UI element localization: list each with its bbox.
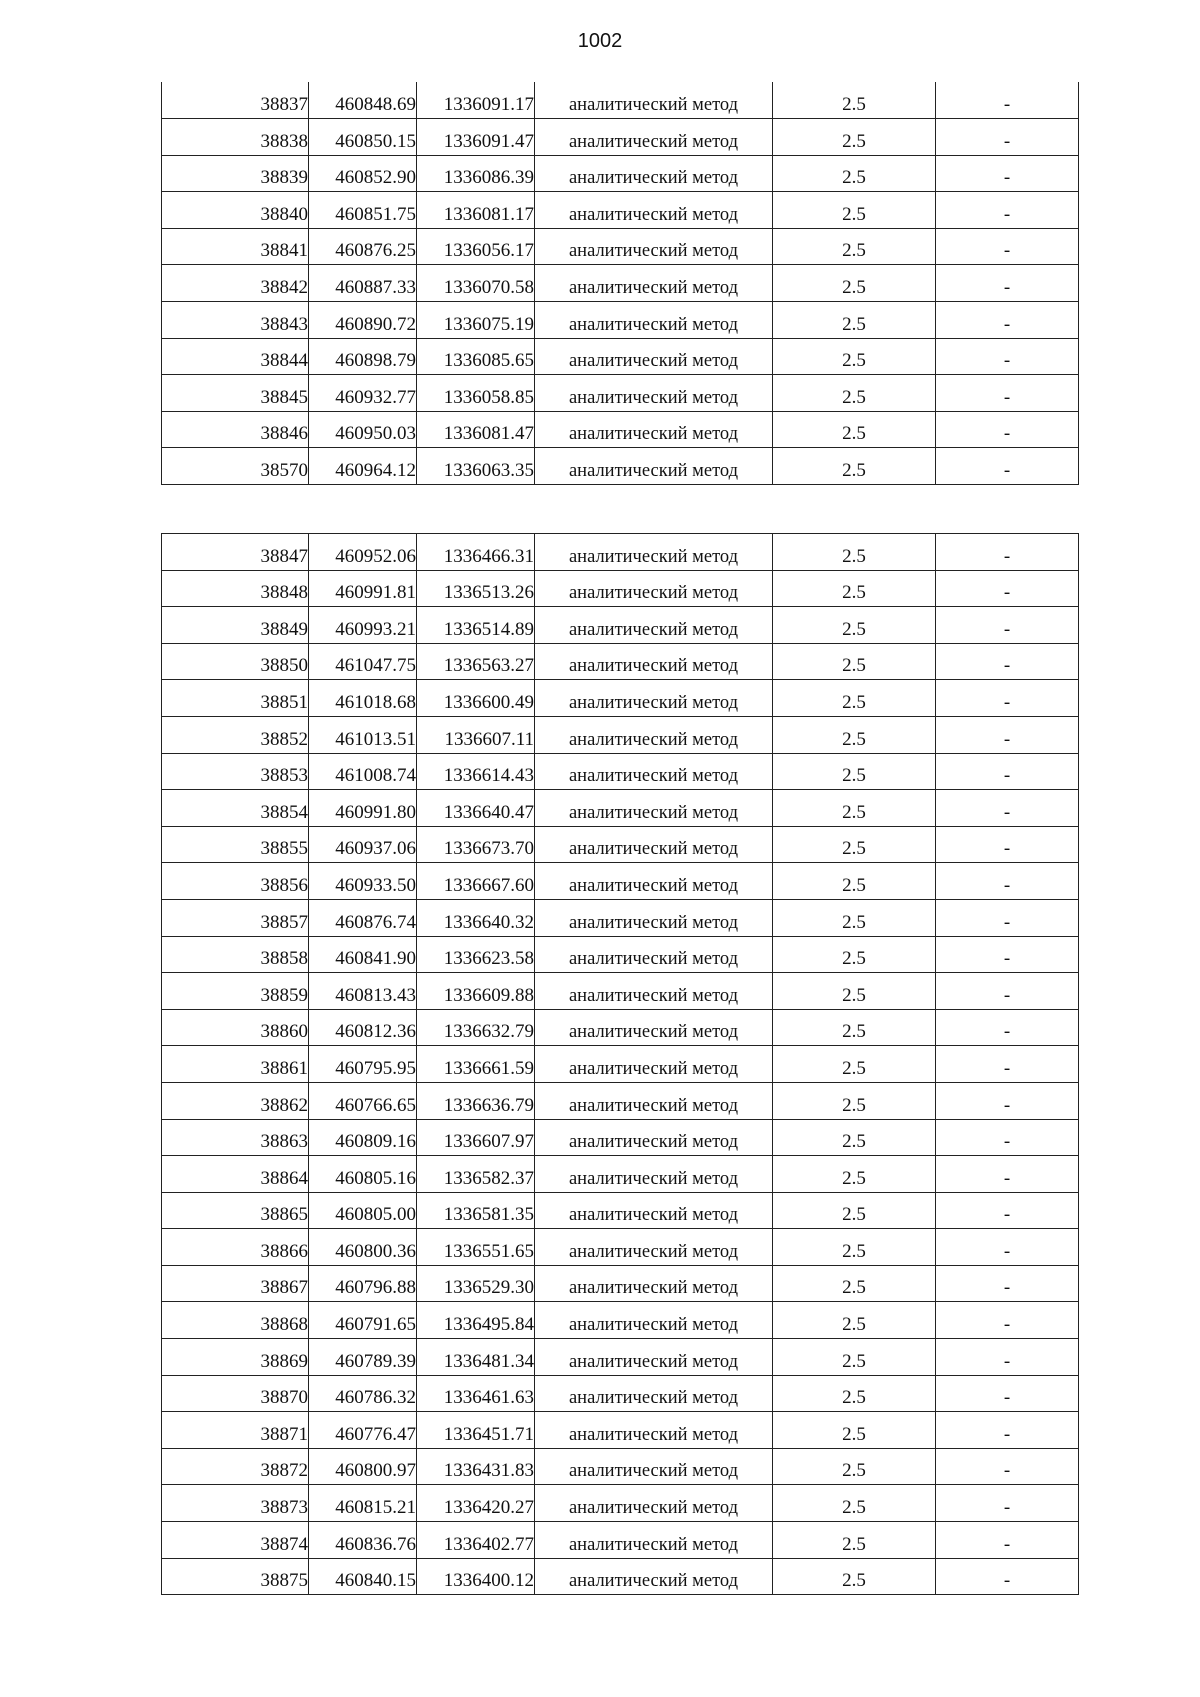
y-coordinate-cell: 1336661.59 [417,1046,535,1083]
point-number-cell: 38868 [162,1302,309,1339]
table-row [162,1265,1079,1302]
accuracy-cell: 2.5 [773,1339,936,1376]
x-coordinate-cell: 460776.47 [309,1412,417,1449]
table-row [162,1192,1079,1229]
x-coordinate-cell: 461013.51 [309,716,417,753]
accuracy-cell: 2.5 [773,448,936,485]
x-coordinate-cell: 460848.69 [309,82,417,119]
y-coordinate-cell: 1336091.47 [417,119,535,156]
table-row [162,826,1079,863]
x-coordinate-cell: 460815.21 [309,1485,417,1522]
note-cell: - [936,1192,1079,1229]
note-cell: - [936,1375,1079,1412]
method-cell: аналитический метод [535,228,773,265]
y-coordinate-cell: 1336466.31 [417,534,535,571]
note-cell: - [936,973,1079,1010]
y-coordinate-cell: 1336431.83 [417,1448,535,1485]
method-cell: аналитический метод [535,265,773,302]
point-number-cell: 38864 [162,1156,309,1193]
x-coordinate-cell: 460933.50 [309,863,417,900]
x-coordinate-cell: 460993.21 [309,607,417,644]
point-number-cell: 38859 [162,973,309,1010]
point-number-cell: 38837 [162,82,309,119]
table-row [162,1558,1079,1595]
point-number-cell: 38871 [162,1412,309,1449]
accuracy-cell: 2.5 [773,716,936,753]
method-cell: аналитический метод [535,716,773,753]
accuracy-cell: 2.5 [773,534,936,571]
x-coordinate-cell: 460991.81 [309,570,417,607]
y-coordinate-cell: 1336667.60 [417,863,535,900]
note-cell: - [936,192,1079,229]
x-coordinate-cell: 460786.32 [309,1375,417,1412]
accuracy-cell: 2.5 [773,1375,936,1412]
y-coordinate-cell: 1336563.27 [417,643,535,680]
point-number-cell: 38841 [162,228,309,265]
method-cell: аналитический метод [535,1302,773,1339]
y-coordinate-cell: 1336451.71 [417,1412,535,1449]
note-cell: - [936,1009,1079,1046]
point-number-cell: 38867 [162,1265,309,1302]
x-coordinate-cell: 460766.65 [309,1082,417,1119]
method-cell: аналитический метод [535,826,773,863]
note-cell: - [936,716,1079,753]
note-cell: - [936,570,1079,607]
x-coordinate-cell: 460932.77 [309,375,417,412]
x-coordinate-cell: 460796.88 [309,1265,417,1302]
note-cell: - [936,753,1079,790]
y-coordinate-cell: 1336091.17 [417,82,535,119]
table-row [162,1229,1079,1266]
x-coordinate-cell: 460813.43 [309,973,417,1010]
method-cell: аналитический метод [535,1412,773,1449]
x-coordinate-cell: 460898.79 [309,338,417,375]
note-cell: - [936,1522,1079,1559]
y-coordinate-cell: 1336640.32 [417,899,535,936]
method-cell: аналитический метод [535,607,773,644]
method-cell: аналитический метод [535,338,773,375]
table-body [162,534,1079,1595]
x-coordinate-cell: 460836.76 [309,1522,417,1559]
note-cell: - [936,826,1079,863]
point-number-cell: 38844 [162,338,309,375]
y-coordinate-cell: 1336607.11 [417,716,535,753]
table-row [162,1412,1079,1449]
table-row [162,1339,1079,1376]
y-coordinate-cell: 1336075.19 [417,302,535,339]
table-row [162,1485,1079,1522]
accuracy-cell: 2.5 [773,155,936,192]
x-coordinate-cell: 460840.15 [309,1558,417,1595]
coordinates-table-continuation [161,82,1079,485]
note-cell: - [936,1412,1079,1449]
accuracy-cell: 2.5 [773,1229,936,1266]
table-row [162,265,1079,302]
accuracy-cell: 2.5 [773,228,936,265]
method-cell: аналитический метод [535,375,773,412]
method-cell: аналитический метод [535,155,773,192]
table-row [162,716,1079,753]
x-coordinate-cell: 460805.00 [309,1192,417,1229]
y-coordinate-cell: 1336632.79 [417,1009,535,1046]
accuracy-cell: 2.5 [773,790,936,827]
method-cell: аналитический метод [535,680,773,717]
x-coordinate-cell: 460950.03 [309,411,417,448]
note-cell: - [936,119,1079,156]
method-cell: аналитический метод [535,643,773,680]
method-cell: аналитический метод [535,1448,773,1485]
y-coordinate-cell: 1336495.84 [417,1302,535,1339]
table-row [162,302,1079,339]
x-coordinate-cell: 460809.16 [309,1119,417,1156]
accuracy-cell: 2.5 [773,119,936,156]
note-cell: - [936,338,1079,375]
method-cell: аналитический метод [535,302,773,339]
point-number-cell: 38839 [162,155,309,192]
method-cell: аналитический метод [535,448,773,485]
point-number-cell: 38846 [162,411,309,448]
table-row [162,973,1079,1010]
y-coordinate-cell: 1336081.17 [417,192,535,229]
accuracy-cell: 2.5 [773,570,936,607]
y-coordinate-cell: 1336513.26 [417,570,535,607]
accuracy-cell: 2.5 [773,1046,936,1083]
note-cell: - [936,375,1079,412]
method-cell: аналитический метод [535,973,773,1010]
accuracy-cell: 2.5 [773,1448,936,1485]
y-coordinate-cell: 1336402.77 [417,1522,535,1559]
accuracy-cell: 2.5 [773,607,936,644]
method-cell: аналитический метод [535,1229,773,1266]
point-number-cell: 38840 [162,192,309,229]
accuracy-cell: 2.5 [773,1265,936,1302]
x-coordinate-cell: 460890.72 [309,302,417,339]
point-number-cell: 38845 [162,375,309,412]
note-cell: - [936,1229,1079,1266]
table-row [162,1046,1079,1083]
note-cell: - [936,411,1079,448]
method-cell: аналитический метод [535,192,773,229]
note-cell: - [936,302,1079,339]
note-cell: - [936,680,1079,717]
x-coordinate-cell: 461018.68 [309,680,417,717]
note-cell: - [936,643,1079,680]
point-number-cell: 38870 [162,1375,309,1412]
accuracy-cell: 2.5 [773,1119,936,1156]
accuracy-cell: 2.5 [773,192,936,229]
y-coordinate-cell: 1336420.27 [417,1485,535,1522]
table-row [162,643,1079,680]
method-cell: аналитический метод [535,753,773,790]
table-row [162,936,1079,973]
accuracy-cell: 2.5 [773,753,936,790]
x-coordinate-cell: 460952.06 [309,534,417,571]
y-coordinate-cell: 1336086.39 [417,155,535,192]
table-row [162,119,1079,156]
note-cell: - [936,936,1079,973]
y-coordinate-cell: 1336085.65 [417,338,535,375]
x-coordinate-cell: 461008.74 [309,753,417,790]
x-coordinate-cell: 460852.90 [309,155,417,192]
point-number-cell: 38853 [162,753,309,790]
table-row [162,1522,1079,1559]
note-cell: - [936,1156,1079,1193]
y-coordinate-cell: 1336481.34 [417,1339,535,1376]
table-row [162,899,1079,936]
method-cell: аналитический метод [535,1339,773,1376]
note-cell: - [936,1082,1079,1119]
method-cell: аналитический метод [535,534,773,571]
note-cell: - [936,228,1079,265]
accuracy-cell: 2.5 [773,338,936,375]
y-coordinate-cell: 1336514.89 [417,607,535,644]
table-row [162,192,1079,229]
table-row [162,1119,1079,1156]
note-cell: - [936,1485,1079,1522]
coordinates-table [161,533,1079,1595]
point-number-cell: 38854 [162,790,309,827]
x-coordinate-cell: 460937.06 [309,826,417,863]
y-coordinate-cell: 1336673.70 [417,826,535,863]
method-cell: аналитический метод [535,1119,773,1156]
accuracy-cell: 2.5 [773,643,936,680]
table-row [162,375,1079,412]
table-row [162,680,1079,717]
method-cell: аналитический метод [535,1265,773,1302]
table-row [162,607,1079,644]
method-cell: аналитический метод [535,1082,773,1119]
note-cell: - [936,607,1079,644]
note-cell: - [936,1558,1079,1595]
accuracy-cell: 2.5 [773,411,936,448]
x-coordinate-cell: 460800.36 [309,1229,417,1266]
point-number-cell: 38847 [162,534,309,571]
point-number-cell: 38860 [162,1009,309,1046]
accuracy-cell: 2.5 [773,1082,936,1119]
note-cell: - [936,790,1079,827]
point-number-cell: 38872 [162,1448,309,1485]
accuracy-cell: 2.5 [773,82,936,119]
y-coordinate-cell: 1336582.37 [417,1156,535,1193]
x-coordinate-cell: 461047.75 [309,643,417,680]
accuracy-cell: 2.5 [773,1302,936,1339]
point-number-cell: 38852 [162,716,309,753]
y-coordinate-cell: 1336551.65 [417,1229,535,1266]
note-cell: - [936,1119,1079,1156]
accuracy-cell: 2.5 [773,1412,936,1449]
table-row [162,448,1079,485]
x-coordinate-cell: 460800.97 [309,1448,417,1485]
accuracy-cell: 2.5 [773,1485,936,1522]
note-cell: - [936,1046,1079,1083]
x-coordinate-cell: 460876.25 [309,228,417,265]
accuracy-cell: 2.5 [773,302,936,339]
x-coordinate-cell: 460991.80 [309,790,417,827]
accuracy-cell: 2.5 [773,265,936,302]
point-number-cell: 38842 [162,265,309,302]
table-row [162,534,1079,571]
note-cell: - [936,1265,1079,1302]
note-cell: - [936,863,1079,900]
y-coordinate-cell: 1336063.35 [417,448,535,485]
note-cell: - [936,1339,1079,1376]
x-coordinate-cell: 460851.75 [309,192,417,229]
y-coordinate-cell: 1336070.58 [417,265,535,302]
table-row [162,82,1079,119]
point-number-cell: 38570 [162,448,309,485]
x-coordinate-cell: 460812.36 [309,1009,417,1046]
note-cell: - [936,155,1079,192]
point-number-cell: 38866 [162,1229,309,1266]
x-coordinate-cell: 460805.16 [309,1156,417,1193]
method-cell: аналитический метод [535,1046,773,1083]
accuracy-cell: 2.5 [773,863,936,900]
note-cell: - [936,899,1079,936]
method-cell: аналитический метод [535,1485,773,1522]
table-row [162,753,1079,790]
accuracy-cell: 2.5 [773,1522,936,1559]
accuracy-cell: 2.5 [773,680,936,717]
point-number-cell: 38862 [162,1082,309,1119]
x-coordinate-cell: 460791.65 [309,1302,417,1339]
table-row [162,863,1079,900]
table-row [162,411,1079,448]
table-row [162,1375,1079,1412]
table-row [162,1009,1079,1046]
x-coordinate-cell: 460841.90 [309,936,417,973]
table-row [162,1082,1079,1119]
method-cell: аналитический метод [535,936,773,973]
method-cell: аналитический метод [535,1156,773,1193]
y-coordinate-cell: 1336600.49 [417,680,535,717]
x-coordinate-cell: 460887.33 [309,265,417,302]
table-row [162,1302,1079,1339]
method-cell: аналитический метод [535,411,773,448]
accuracy-cell: 2.5 [773,899,936,936]
note-cell: - [936,1448,1079,1485]
point-number-cell: 38874 [162,1522,309,1559]
accuracy-cell: 2.5 [773,1192,936,1229]
method-cell: аналитический метод [535,570,773,607]
table-row [162,1156,1079,1193]
note-cell: - [936,82,1079,119]
x-coordinate-cell: 460850.15 [309,119,417,156]
point-number-cell: 38861 [162,1046,309,1083]
y-coordinate-cell: 1336609.88 [417,973,535,1010]
table-row [162,570,1079,607]
point-number-cell: 38855 [162,826,309,863]
method-cell: аналитический метод [535,1558,773,1595]
point-number-cell: 38865 [162,1192,309,1229]
table-row [162,155,1079,192]
method-cell: аналитический метод [535,1375,773,1412]
x-coordinate-cell: 460795.95 [309,1046,417,1083]
page-number: 1002 [577,30,623,52]
table-body [162,82,1079,485]
y-coordinate-cell: 1336529.30 [417,1265,535,1302]
table-row [162,1448,1079,1485]
note-cell: - [936,448,1079,485]
point-number-cell: 38857 [162,899,309,936]
y-coordinate-cell: 1336056.17 [417,228,535,265]
y-coordinate-cell: 1336081.47 [417,411,535,448]
method-cell: аналитический метод [535,1009,773,1046]
y-coordinate-cell: 1336058.85 [417,375,535,412]
method-cell: аналитический метод [535,790,773,827]
y-coordinate-cell: 1336640.47 [417,790,535,827]
note-cell: - [936,1302,1079,1339]
y-coordinate-cell: 1336614.43 [417,753,535,790]
point-number-cell: 38858 [162,936,309,973]
point-number-cell: 38849 [162,607,309,644]
point-number-cell: 38863 [162,1119,309,1156]
y-coordinate-cell: 1336400.12 [417,1558,535,1595]
table-row [162,790,1079,827]
point-number-cell: 38869 [162,1339,309,1376]
method-cell: аналитический метод [535,1192,773,1229]
y-coordinate-cell: 1336607.97 [417,1119,535,1156]
point-number-cell: 38875 [162,1558,309,1595]
table-row [162,228,1079,265]
y-coordinate-cell: 1336461.63 [417,1375,535,1412]
method-cell: аналитический метод [535,82,773,119]
accuracy-cell: 2.5 [773,1009,936,1046]
x-coordinate-cell: 460964.12 [309,448,417,485]
method-cell: аналитический метод [535,119,773,156]
method-cell: аналитический метод [535,863,773,900]
point-number-cell: 38848 [162,570,309,607]
accuracy-cell: 2.5 [773,936,936,973]
point-number-cell: 38838 [162,119,309,156]
accuracy-cell: 2.5 [773,1156,936,1193]
method-cell: аналитический метод [535,1522,773,1559]
point-number-cell: 38856 [162,863,309,900]
method-cell: аналитический метод [535,899,773,936]
x-coordinate-cell: 460876.74 [309,899,417,936]
note-cell: - [936,265,1079,302]
point-number-cell: 38843 [162,302,309,339]
y-coordinate-cell: 1336636.79 [417,1082,535,1119]
y-coordinate-cell: 1336581.35 [417,1192,535,1229]
x-coordinate-cell: 460789.39 [309,1339,417,1376]
table-row [162,338,1079,375]
y-coordinate-cell: 1336623.58 [417,936,535,973]
accuracy-cell: 2.5 [773,826,936,863]
point-number-cell: 38873 [162,1485,309,1522]
accuracy-cell: 2.5 [773,973,936,1010]
point-number-cell: 38851 [162,680,309,717]
point-number-cell: 38850 [162,643,309,680]
accuracy-cell: 2.5 [773,1558,936,1595]
accuracy-cell: 2.5 [773,375,936,412]
note-cell: - [936,534,1079,571]
